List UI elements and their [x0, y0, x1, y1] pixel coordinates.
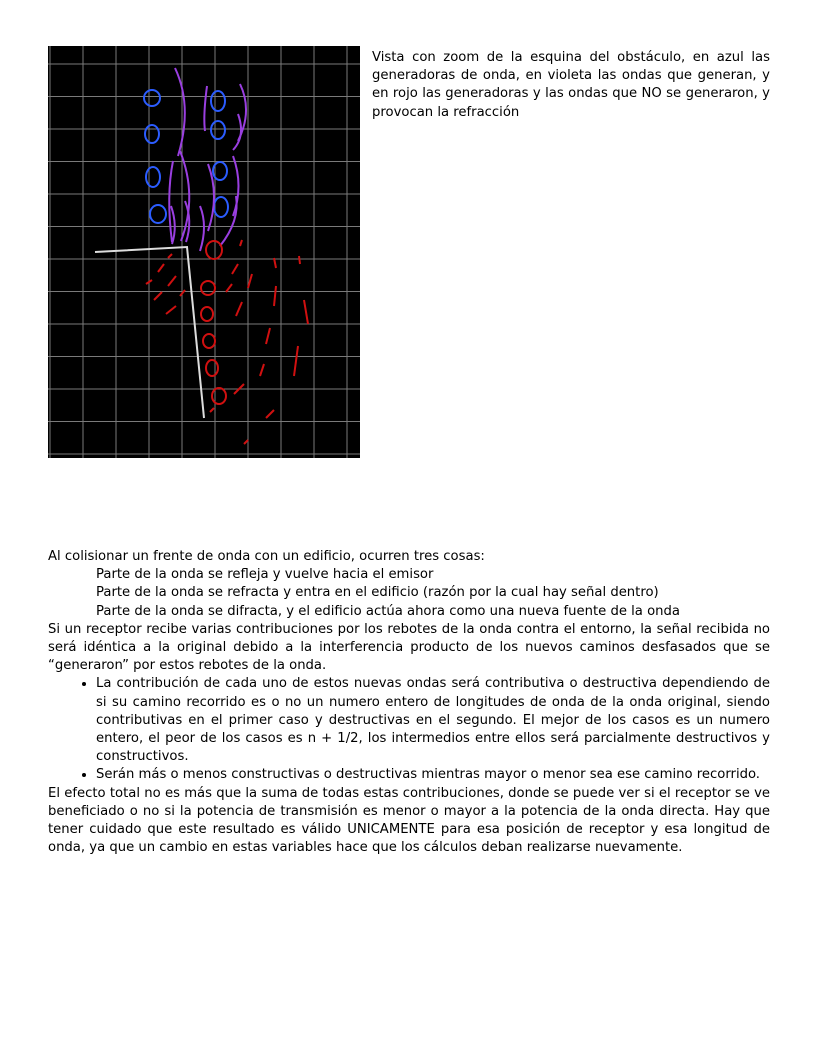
effect-diffraction: Parte de la onda se difracta, y el edificio actúa ahora como una nueva fuente de la onda: [96, 603, 680, 619]
bullet-item: • La contribución de cada uno de estos nuevas ondas será contributiva o destructiva dependiendo de si su camino recorrido es o no un numero entero de longitudes de onda de la onda original, siendo contributivas en el primer caso y destructivas en el segundo. El mejor de los casos es un numero entero, el peor de los casos es n + 1/2, los intermedios entre ellos será parcialmente destructivos y constructivos.: [96, 675, 770, 766]
bullet-item: • Serán más o menos constructivas o destructivas mientras mayor o menor sea ese camino recorrido.: [96, 766, 770, 784]
figure-caption: Vista con zoom de la esquina del obstáculo, en azul las generadoras de onda, en violeta las ondas que generan, y en rojo las generadoras y las ondas que NO se generaron, y provocan la refracción: [372, 50, 770, 120]
body-text: [48, 548, 770, 857]
paragraph-total-effect: El efecto total no es más que la suma de todas estas contribuciones, donde se puede ver si el receptor se ve beneficiado o no si la potencia de transmisión es menor o mayor a la potencia de la onda directa. Hay que tener cuidado que este resultado es válido UNICAMENTE para esa posición de receptor y esa longitud de onda, ya que un cambio en estas variables hace que los cálculos deban realizarse nuevamente.: [48, 785, 770, 856]
paragraph-receptor: Si un receptor recibe varias contribuciones por los rebotes de la onda contra el entorno, la señal recibida no será idéntica a la original debido a la interferencia producto de los nuevos caminos desfasados que se “generaron” por estos rebotes de la onda.: [48, 621, 770, 674]
intro-paragraph: Al colisionar un frente de onda con un edificio, ocurren tres cosas:: [48, 549, 485, 564]
wave-diffraction-figure: [48, 46, 360, 458]
effect-reflection: Parte de la onda se refleja y vuelve hacia el emisor: [96, 567, 434, 583]
effect-refraction: Parte de la onda se refracta y entra en el edificio (razón por la cual hay señal dentro): [96, 585, 659, 601]
bullet-list: [48, 675, 770, 784]
